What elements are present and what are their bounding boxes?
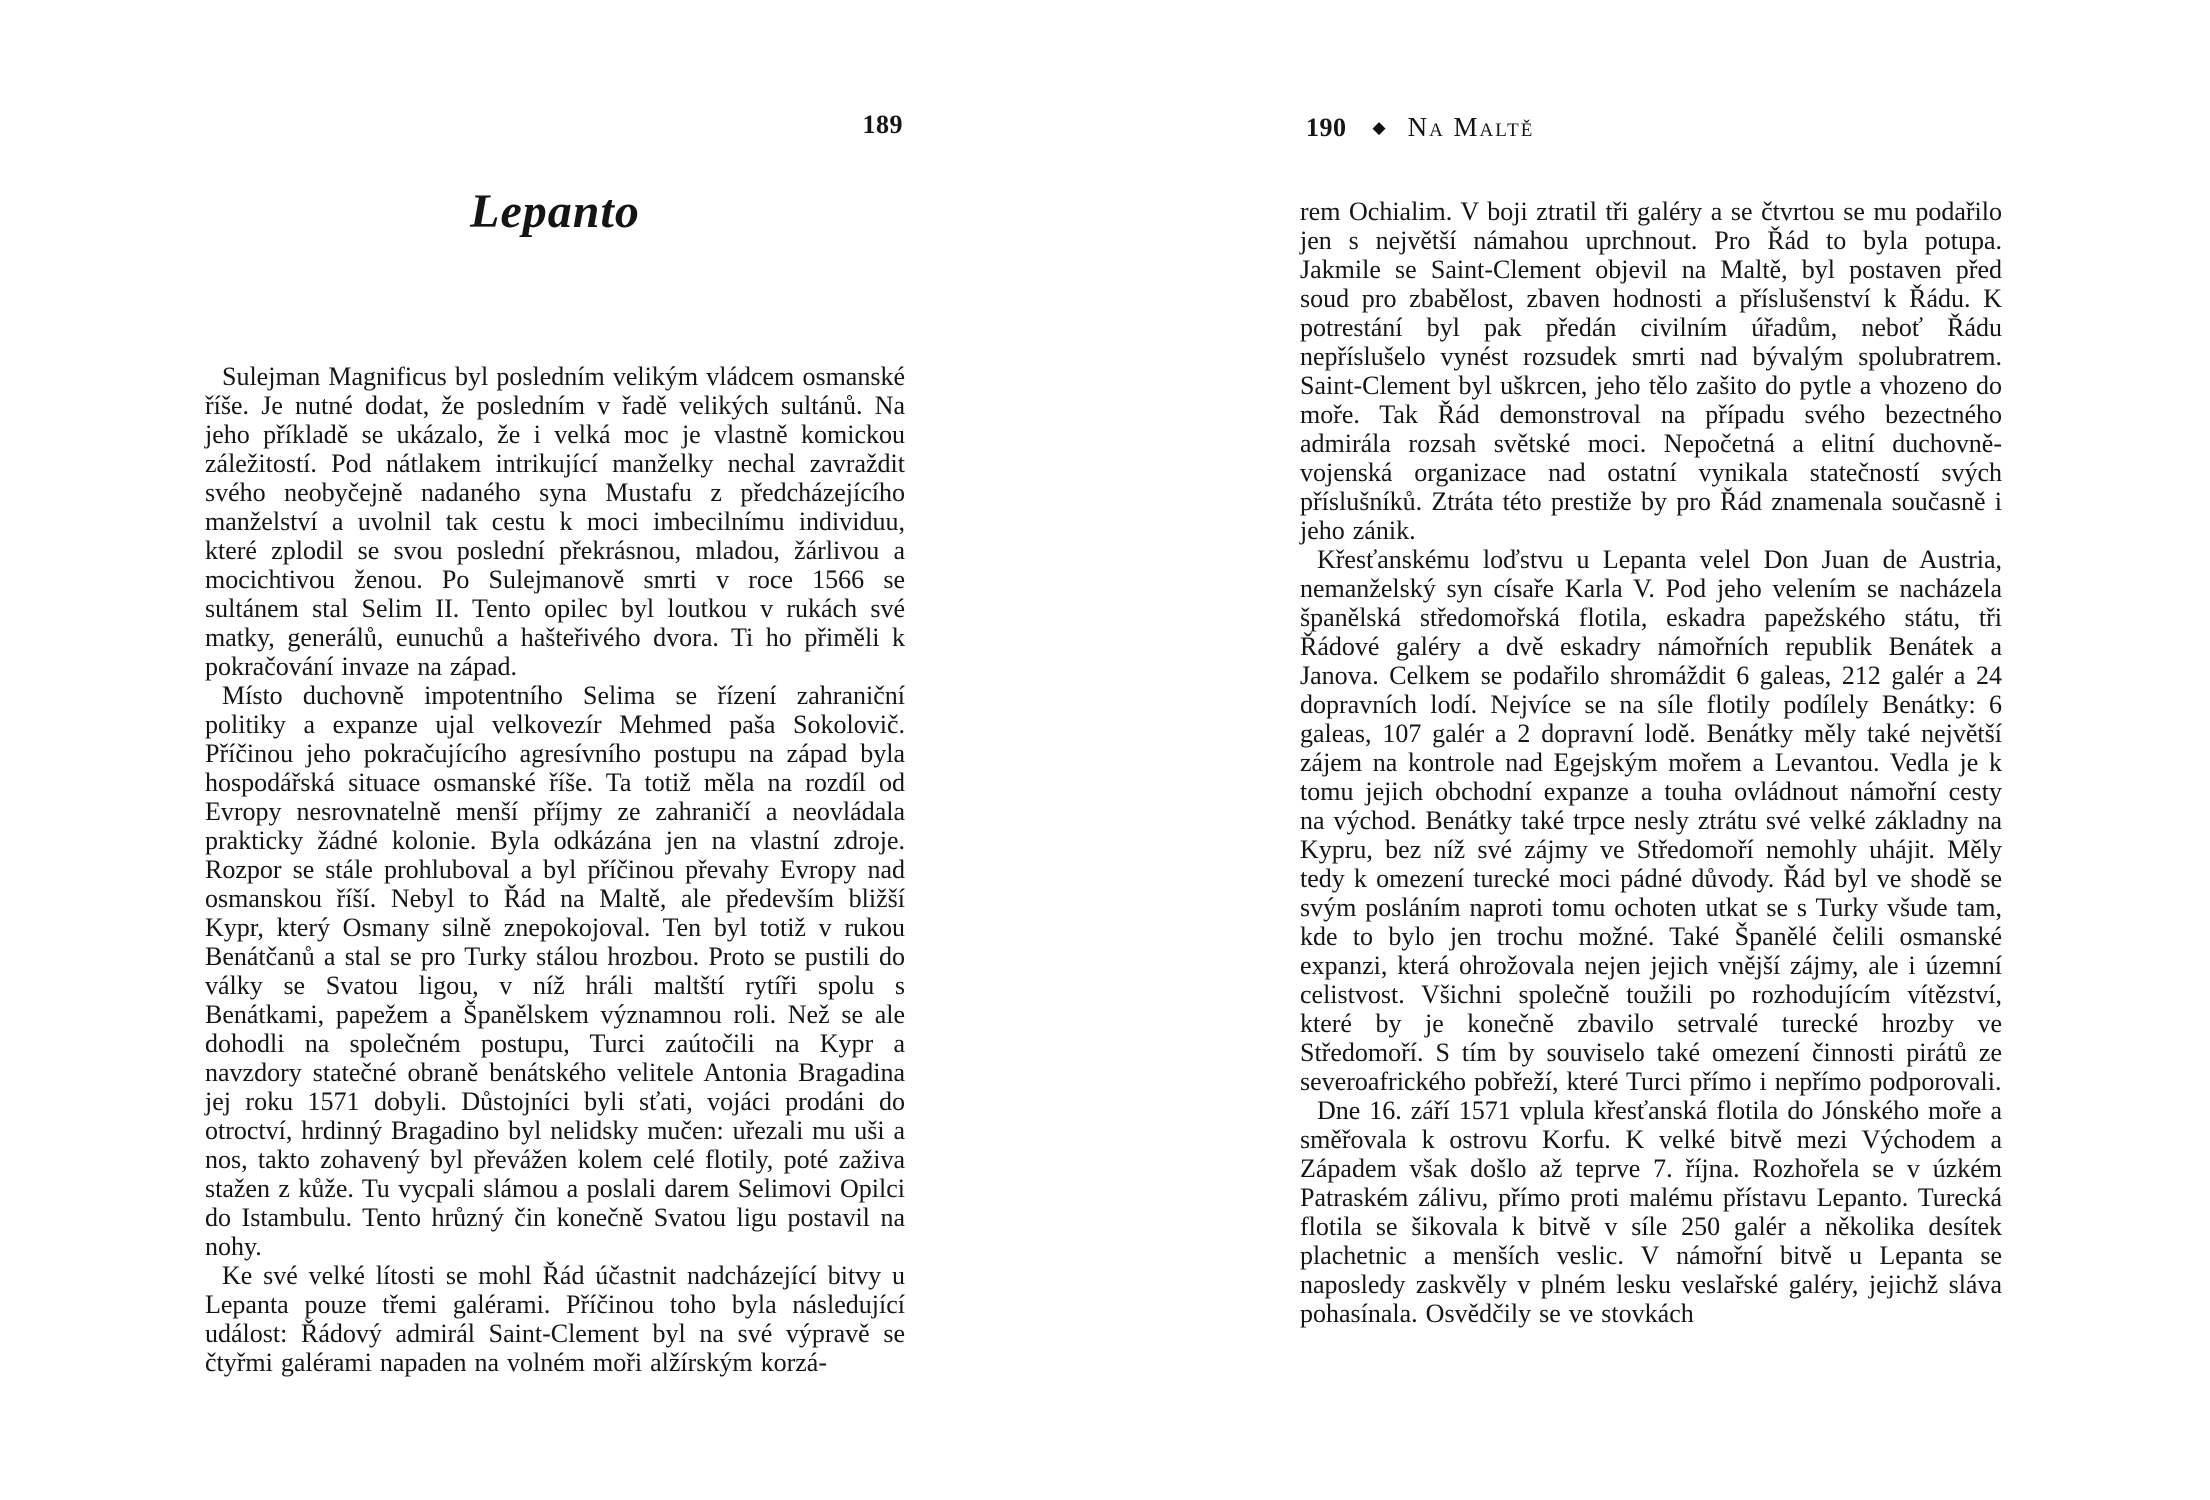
chapter-title: Lepanto [470,185,640,238]
running-header [1306,112,1534,143]
paragraph: Křesťanskému loďstvu u Lepanta velel Don Juan de Austria, nemanželský syn císaře Karla V. Pod jeho velením se nacházela španělská středomořská flotila, eskadra papežského státu, tři Řádové galéry a dvě eskadry námořních republik Benátek a Janova. Celkem se podařilo shromáždit 6 galeas, 212 galér a 24 dopravních lodí. Nejvíce se na síle flotily podílely Benátky: 6 galeas, 107 galér a 2 dopravní lodě. Benátky měly také největší zájem na kontrole nad Egejským mořem a Levantou. Vedla je k tomu jejich obchodní expanze a touha ovládnout námořní cesty na východ. Benátky také trpce nesly ztrátu své velké základny na Kypru, bez níž své zájmy ve Středomoří nemohly uhájit. Měly tedy k omezení turecké moci pádné důvody. Řád byl ve shodě se svým posláním naproti tomu ochoten utkat se s Turky všude tam, kde to bylo jen trochu možné. Také Španělé čelili osmanské expanzi, která ohrožovala nejen jejich vnější zájmy, ale i územní celistvost. Všichni společně toužili po rozhodujícím vítězství, které by je konečně zbavilo setrvalé turecké hrozby ve Středomoří. S tím by souviselo také omezení činnosti pirátů ze severoafrického pobřeží, které Turci přímo i nepřímo podporovali. [1300,545,2002,1096]
left-page-body [205,362,905,1377]
page-number-right: 190 [1306,112,1347,142]
page-number-left: 189 [862,110,903,139]
diamond-separator-icon: ◆ [1372,118,1386,137]
right-page [1300,0,2002,1500]
right-page-body [1300,197,2002,1328]
paragraph: Ke své velké lítosti se mohl Řád účastnit nadcházející bitvy u Lepanta pouze třemi galérami. Příčinou toho byla následující událost: Řádový admirál Saint-Clement byl na své výpravě se čtyřmi galérami napaden na volném moři alžírským korzá- [205,1261,905,1377]
paragraph: Dne 16. září 1571 vplula křesťanská flotila do Jónského moře a směřovala k ostrovu Korfu. K velké bitvě mezi Východem a Západem však došlo až teprve 7. října. Rozhořela se v úzkém Patraském zálivu, přímo proti malému přístavu Lepanto. Turecká flotila se šikovala k bitvě v síle 250 galér a několika desítek plachetnic a menších veslic. V námořní bitvě u Lepanta se naposledy zaskvěly v plném lesku veslařské galéry, jejichž sláva pohasínala. Osvědčily se ve stovkách [1300,1096,2002,1328]
running-head-title: Na Maltě [1407,112,1535,142]
left-page [205,0,905,1500]
paragraph: rem Ochialim. V boji ztratil tři galéry a se čtvrtou se mu podařilo jen s největší námahou uprchnout. Pro Řád to byla potupa. Jakmile se Saint-Clement objevil na Maltě, byl postaven před soud pro zbabělost, zbaven hodnosti a příslušenství k Řádu. K potrestání byl pak předán civilním úřadům, neboť Řádu nepříslušelo vynést rozsudek smrti nad bývalým spolubratrem. Saint-Clement byl uškrcen, jeho tělo zašito do pytle a vhozeno do moře. Tak Řád demonstroval na případu svého bezectného admirála rozsah světské moci. Nepočetná a elitní duchovně-vojenská organizace nad ostatní vynikala statečností svých příslušníků. Ztráta této prestiže by pro Řád znamenala současně i jeho zánik. [1300,197,2002,545]
paragraph: Sulejman Magnificus byl posledním velikým vládcem osmanské říše. Je nutné dodat, že posledním v řadě velikých sultánů. Na jeho příkladě se ukázalo, že i velká moc je vlastně komickou záležitostí. Pod nátlakem intrikující manželky nechal zavraždit svého neobyčejně nadaného syna Mustafu z předcházejícího manželství a uvolnil tak cestu k moci imbecilnímu individuu, které zplodil se svou poslední překrásnou, mladou, žárlivou a mocichtivou ženou. Po Sulejmanově smrti v roce 1566 se sultánem stal Selim II. Tento opilec byl loutkou v rukách své matky, generálů, eunuchů a hašteřivého dvora. Ti ho přiměli k pokračování invaze na západ. [205,362,905,681]
paragraph: Místo duchovně impotentního Selima se řízení zahraniční politiky a expanze ujal velkovezír Mehmed paša Sokolovič. Příčinou jeho pokračujícího agresívního postupu na západ byla hospodářská situace osmanské říše. Ta totiž měla na rozdíl od Evropy nesrovnatelně menší příjmy ze zahraničí a neovládala prakticky žádné kolonie. Byla odkázána jen na vlastní zdroje. Rozpor se stále prohluboval a byl příčinou převahy Evropy nad osmanskou říší. Nebyl to Řád na Maltě, ale především bližší Kypr, který Osmany silně znepokojoval. Ten byl totiž v rukou Benátčanů a stal se pro Turky stálou hrozbou. Proto se pustili do války se Svatou ligou, v níž hráli maltští rytíři spolu s Benátkami, papežem a Španělskem významnou roli. Než se ale dohodli na společném postupu, Turci zaútočili na Kypr a navzdory statečné obraně benátského velitele Antonia Bragadina jej roku 1571 dobyli. Důstojníci byli sťati, vojáci prodáni do otroctví, hrdinný Bragadino byl nelidsky mučen: uřezali mu uši a nos, takto zohavený byl převážen kolem celé flotily, poté zaživa stažen z kůže. Tu vycpali slámou a poslali darem Selimovi Opilci do Istambulu. Tento hrůzný čin konečně Svatou ligu postavil na nohy. [205,681,905,1261]
